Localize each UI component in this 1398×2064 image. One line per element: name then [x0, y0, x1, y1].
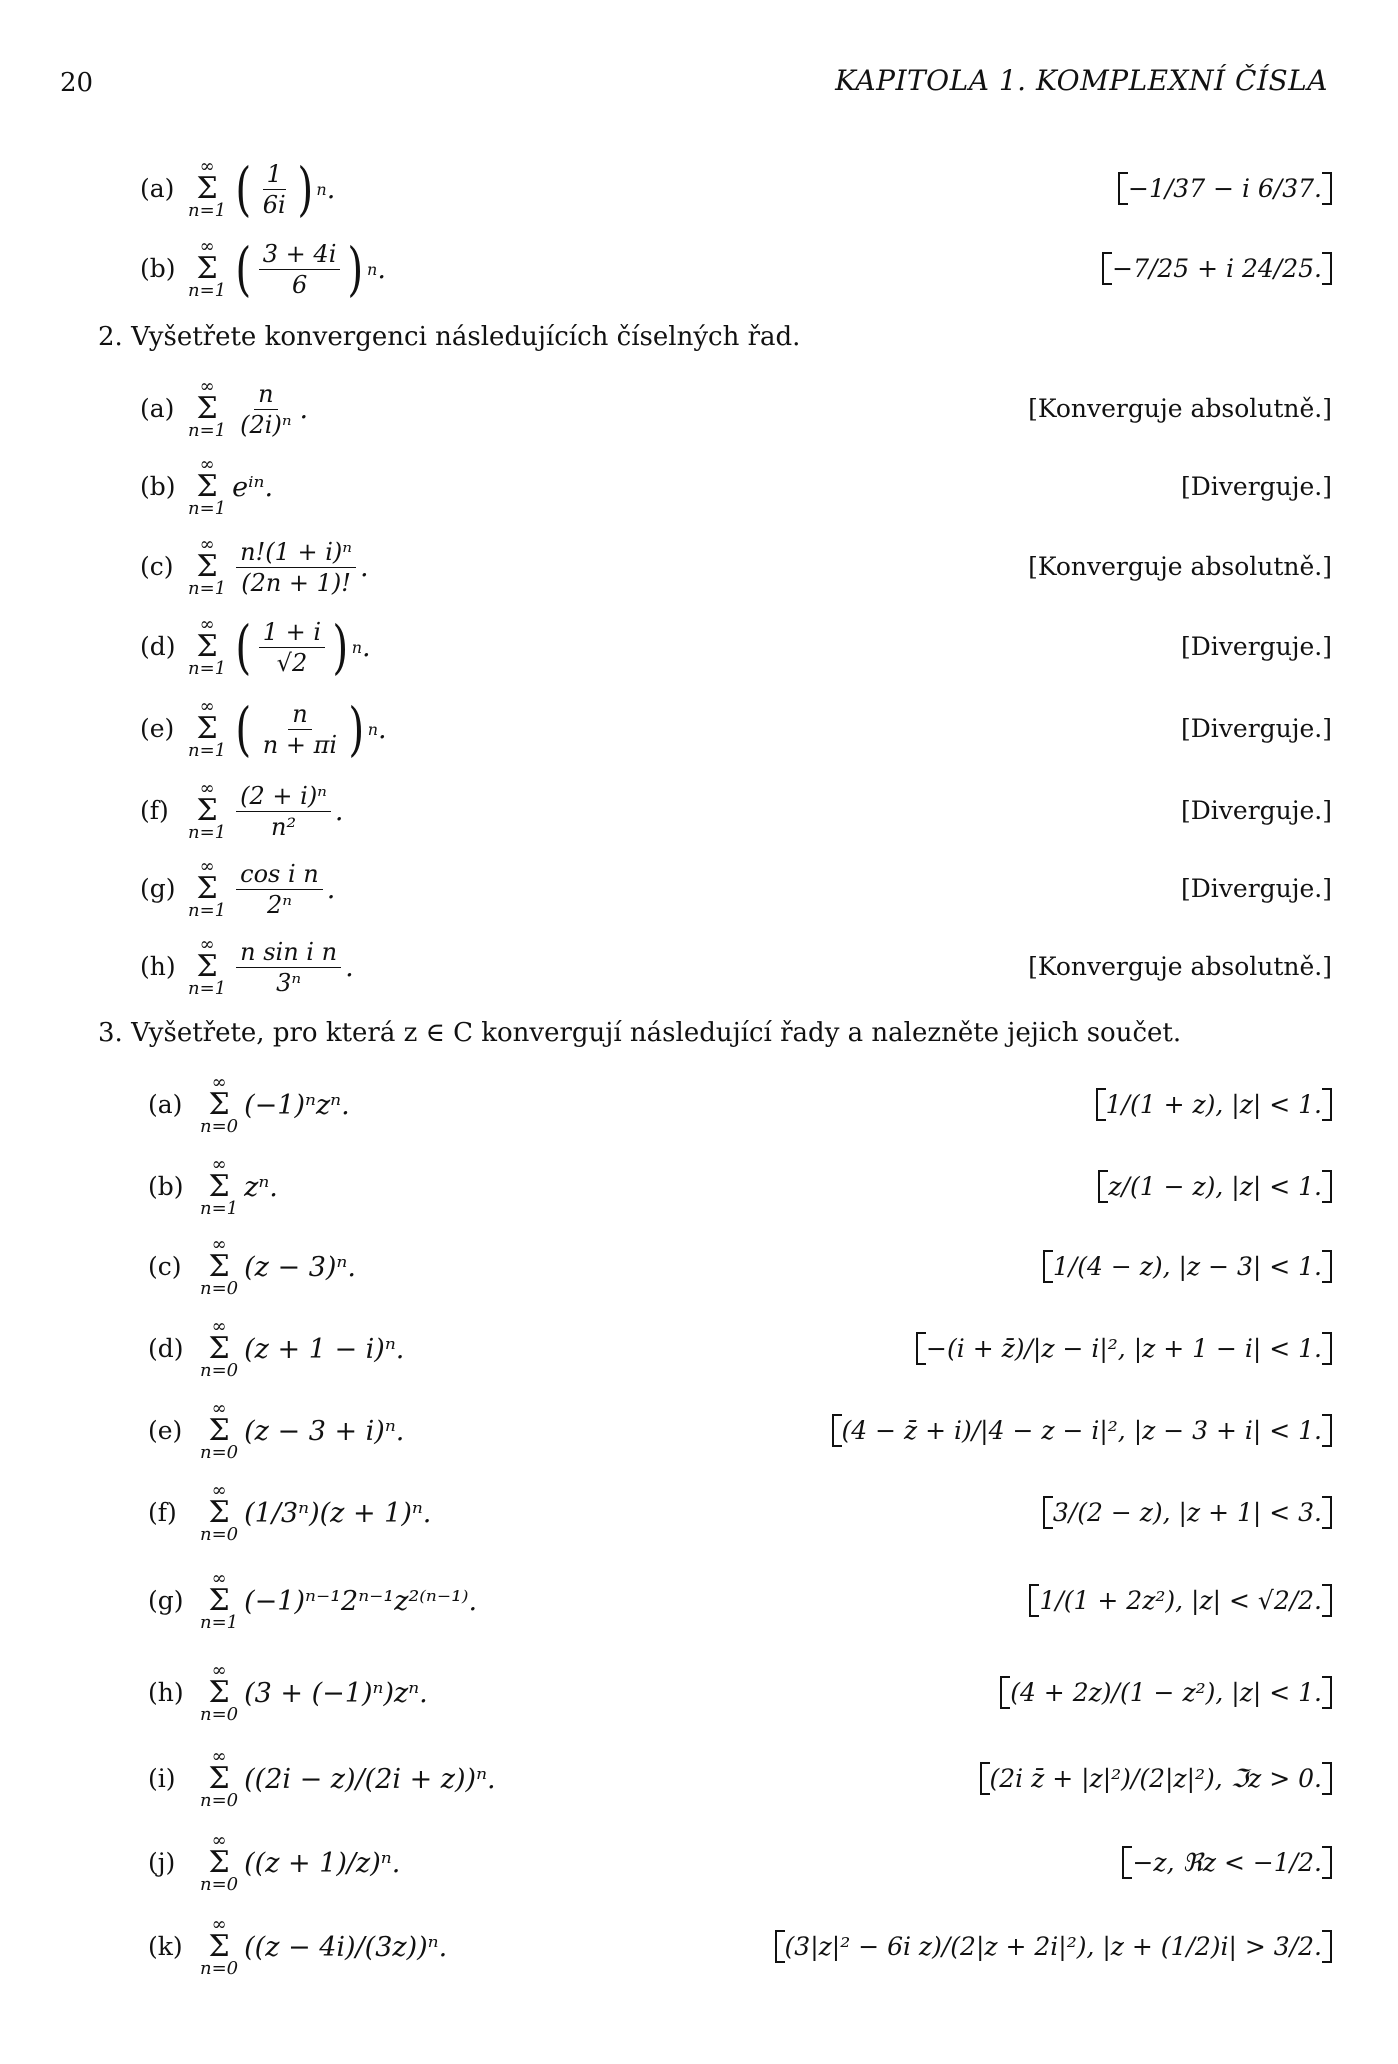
exercise-row: (f) ∞ Σ n=0 (1/3ⁿ)(z + 1)ⁿ. 3/(2 − z), |z + 1| < 3.	[0, 1472, 1398, 1550]
item-label: (f)	[140, 796, 169, 825]
answer: −7/25 + i 24/25.	[1102, 252, 1332, 285]
fraction: $\frac{\text{(2 + i)ⁿ}}{\text{n²}}$	[236, 781, 331, 842]
item-label: (f)	[148, 1498, 177, 1527]
item-label: (a)	[148, 1090, 183, 1119]
series-expression: ∞ Σ n=1 ( $\frac{1}{6i}$ ) n .	[188, 155, 336, 223]
answer: (2i z̄ + |z|²)/(2|z|²), ℑz > 0.	[980, 1762, 1332, 1795]
sum-symbol: ∞ Σ n=0	[200, 1234, 239, 1299]
exercise-row: (f) ∞ Σ n=1 $\frac{\text{(2 + i)ⁿ}}{\text{n²}}$ . [Diverguje.]	[140, 778, 1332, 843]
exercise-row: (h) ∞ Σ n=1 $\frac{\text{n sin i n}}{\text{3ⁿ}}$ . [Konverguje absolutně.]	[140, 934, 1332, 999]
fraction: $\frac{1 + i}{√2}$	[259, 617, 325, 678]
sum-symbol: ∞ Σ n=1	[188, 236, 227, 301]
answer: (4 − z̄ + i)/|4 − z − i|², |z − 3 + i| < 1.	[832, 1414, 1333, 1447]
item-label: (c)	[148, 1252, 182, 1281]
exercise-row: (g) ∞ Σ n=1 $\frac{\text{cos i n}}{\text{2ⁿ}}$ . [Diverguje.]	[140, 856, 1332, 921]
sum-symbol: ∞ Σ n=1	[188, 614, 227, 679]
answer: z/(1 − z), |z| < 1.	[1098, 1170, 1332, 1203]
exercise-row: (e) ∞ Σ n=1 ( $\frac{n}{n + \pi i}$ ) n . [Diverguje.]	[140, 695, 1332, 763]
answer: 3/(2 − z), |z + 1| < 3.	[1043, 1496, 1332, 1529]
sum-symbol: ∞ Σ n=1	[188, 156, 227, 221]
running-title: KAPITOLA 1. KOMPLEXNÍ ČÍSLA	[835, 64, 1328, 97]
answer: [Diverguje.]	[1180, 713, 1332, 743]
item-label: (h)	[148, 1678, 184, 1707]
sum-symbol: ∞ Σ n=0	[200, 1398, 239, 1463]
exercise-row: (d) ∞ Σ n=0 (z + 1 − i)ⁿ. −(i + z̄)/|z − i|², |z + 1 − i| < 1.	[0, 1308, 1398, 1386]
fraction: $\frac{n}{\text{(2i)ⁿ}}$	[240, 379, 292, 439]
answer: [Konverguje absolutně.]	[1028, 551, 1332, 581]
item-label: (e)	[148, 1416, 183, 1445]
item-label: (b)	[148, 1172, 184, 1201]
fraction: $\frac{n}{n + \pi i}$	[262, 699, 338, 759]
answer: 1/(4 − z), |z − 3| < 1.	[1043, 1250, 1332, 1283]
sum-symbol: ∞ Σ n=1	[188, 534, 227, 599]
item-label: (e)	[140, 714, 175, 743]
section-heading: 3. Vyšetřete, pro která z ∈ C konvergují následující řady a nalezněte jejich součet.	[98, 1018, 1182, 1048]
answer: 1/(1 + z), |z| < 1.	[1096, 1088, 1332, 1121]
exercise-row: (g) ∞ Σ n=1 (−1)ⁿ⁻¹2ⁿ⁻¹z²⁽ⁿ⁻¹⁾. 1/(1 + 2z²), |z| < √2/2.	[0, 1560, 1398, 1638]
item-label: (b)	[140, 254, 176, 283]
answer: [Diverguje.]	[1180, 471, 1332, 501]
item-label: (i)	[148, 1764, 176, 1793]
item-label: (a)	[140, 174, 175, 203]
sum-symbol: ∞ Σ n=0	[200, 1914, 239, 1979]
sum-symbol: ∞ Σ n=1	[188, 696, 227, 761]
fraction: $\frac{3 + 4i}{6}$	[259, 239, 341, 300]
answer: [Diverguje.]	[1180, 873, 1332, 903]
sum-symbol: ∞ Σ n=0	[200, 1480, 239, 1545]
page-header	[60, 58, 1328, 108]
exercise-row: (k) ∞ Σ n=0 ((z − 4i)/(3z))ⁿ. (3|z|² − 6i z)/(2|z + 2i|²), |z + (1/2)i| > 3/2.	[0, 1906, 1398, 1984]
fraction: $\frac{\text{n!(1 + i)ⁿ}}{(2n + 1)!}$	[236, 537, 356, 598]
exercise-row: (c) ∞ Σ n=0 (z − 3)ⁿ. 1/(4 − z), |z − 3| < 1.	[0, 1226, 1398, 1304]
answer: −1/37 − i 6/37.	[1118, 172, 1332, 205]
answer: −z, ℜz < −1/2.	[1122, 1846, 1332, 1879]
sum-symbol: ∞ Σ n=1	[188, 934, 227, 999]
exercise-row: (j) ∞ Σ n=0 ((z + 1)/z)ⁿ. −z, ℜz < −1/2.	[0, 1822, 1398, 1900]
answer: [Konverguje absolutně.]	[1028, 951, 1332, 981]
sum-symbol: ∞ Σ n=1	[200, 1154, 239, 1219]
fraction: $\frac{\text{n sin i n}}{\text{3ⁿ}}$	[236, 937, 341, 998]
fraction: $\frac{1}{6i}$	[262, 159, 286, 219]
exercise-row: (a) ∞ Σ n=1 $\frac{n}{\text{(2i)ⁿ}}$ . [Konverguje absolutně.]	[140, 376, 1332, 441]
item-label: (h)	[140, 952, 176, 981]
answer: [Konverguje absolutně.]	[1028, 393, 1332, 423]
exercise-row: (b) ∞ Σ n=1 eⁱⁿ. [Diverguje.]	[140, 454, 1332, 519]
item-label: (j)	[148, 1848, 176, 1877]
answer: (4 + 2z)/(1 − z²), |z| < 1.	[1000, 1676, 1332, 1709]
exercise-row: (d) ∞ Σ n=1 ( $\frac{1 + i}{√2}$ ) n . [Diverguje.]	[140, 613, 1332, 681]
answer: [Diverguje.]	[1180, 631, 1332, 661]
sum-symbol: ∞ Σ n=0	[200, 1830, 239, 1895]
exercise-row: (e) ∞ Σ n=0 (z − 3 + i)ⁿ. (4 − z̄ + i)/|4 − z − i|², |z − 3 + i| < 1.	[0, 1390, 1398, 1468]
answer: 1/(1 + 2z²), |z| < √2/2.	[1029, 1584, 1332, 1617]
exercise-row	[0, 148, 1398, 226]
series-expression: ∞ Σ n=1 ( $\frac{3 + 4i}{6}$ ) n .	[188, 235, 386, 303]
page-number: 20	[60, 68, 94, 98]
exercise-row	[0, 228, 1398, 306]
sum-symbol: ∞ Σ n=1	[188, 778, 227, 843]
sum-symbol: ∞ Σ n=1	[188, 454, 227, 519]
answer: −(i + z̄)/|z − i|², |z + 1 − i| < 1.	[916, 1332, 1332, 1365]
exercise-row: (c) ∞ Σ n=1 $\frac{\text{n!(1 + i)ⁿ}}{(2n + 1)!}$ . [Konverguje absolutně.]	[140, 534, 1332, 599]
sum-symbol: ∞ Σ n=1	[188, 376, 227, 441]
item-label: (c)	[140, 552, 174, 581]
sum-symbol: ∞ Σ n=0	[200, 1746, 239, 1811]
answer: (3|z|² − 6i z)/(2|z + 2i|²), |z + (1/2)i| > 3/2.	[775, 1930, 1332, 1963]
answer: [Diverguje.]	[1180, 795, 1332, 825]
item-label: (b)	[140, 472, 176, 501]
item-label: (g)	[140, 874, 176, 903]
item-label: (g)	[148, 1586, 184, 1615]
sum-symbol: ∞ Σ n=1	[188, 856, 227, 921]
item-label: (d)	[148, 1334, 184, 1363]
sum-symbol: ∞ Σ n=0	[200, 1072, 239, 1137]
item-label: (d)	[140, 632, 176, 661]
sum-symbol: ∞ Σ n=0	[200, 1660, 239, 1725]
item-label: (k)	[148, 1932, 183, 1961]
exercise-row: (i) ∞ Σ n=0 ((2i − z)/(2i + z))ⁿ. (2i z̄ + |z|²)/(2|z|²), ℑz > 0.	[0, 1738, 1398, 1816]
sum-symbol: ∞ Σ n=1	[200, 1568, 239, 1633]
exercise-row: (b) ∞ Σ n=1 zⁿ. z/(1 − z), |z| < 1.	[0, 1146, 1398, 1224]
exercise-row: (h) ∞ Σ n=0 (3 + (−1)ⁿ)zⁿ. (4 + 2z)/(1 − z²), |z| < 1.	[0, 1652, 1398, 1730]
exercise-row: (a) ∞ Σ n=0 (−1)ⁿzⁿ. 1/(1 + z), |z| < 1.	[0, 1064, 1398, 1142]
section-heading: 2. Vyšetřete konvergenci následujících číselných řad.	[98, 322, 801, 352]
sum-symbol: ∞ Σ n=0	[200, 1316, 239, 1381]
item-label: (a)	[140, 394, 175, 423]
fraction: $\frac{\text{cos i n}}{\text{2ⁿ}}$	[236, 859, 323, 920]
